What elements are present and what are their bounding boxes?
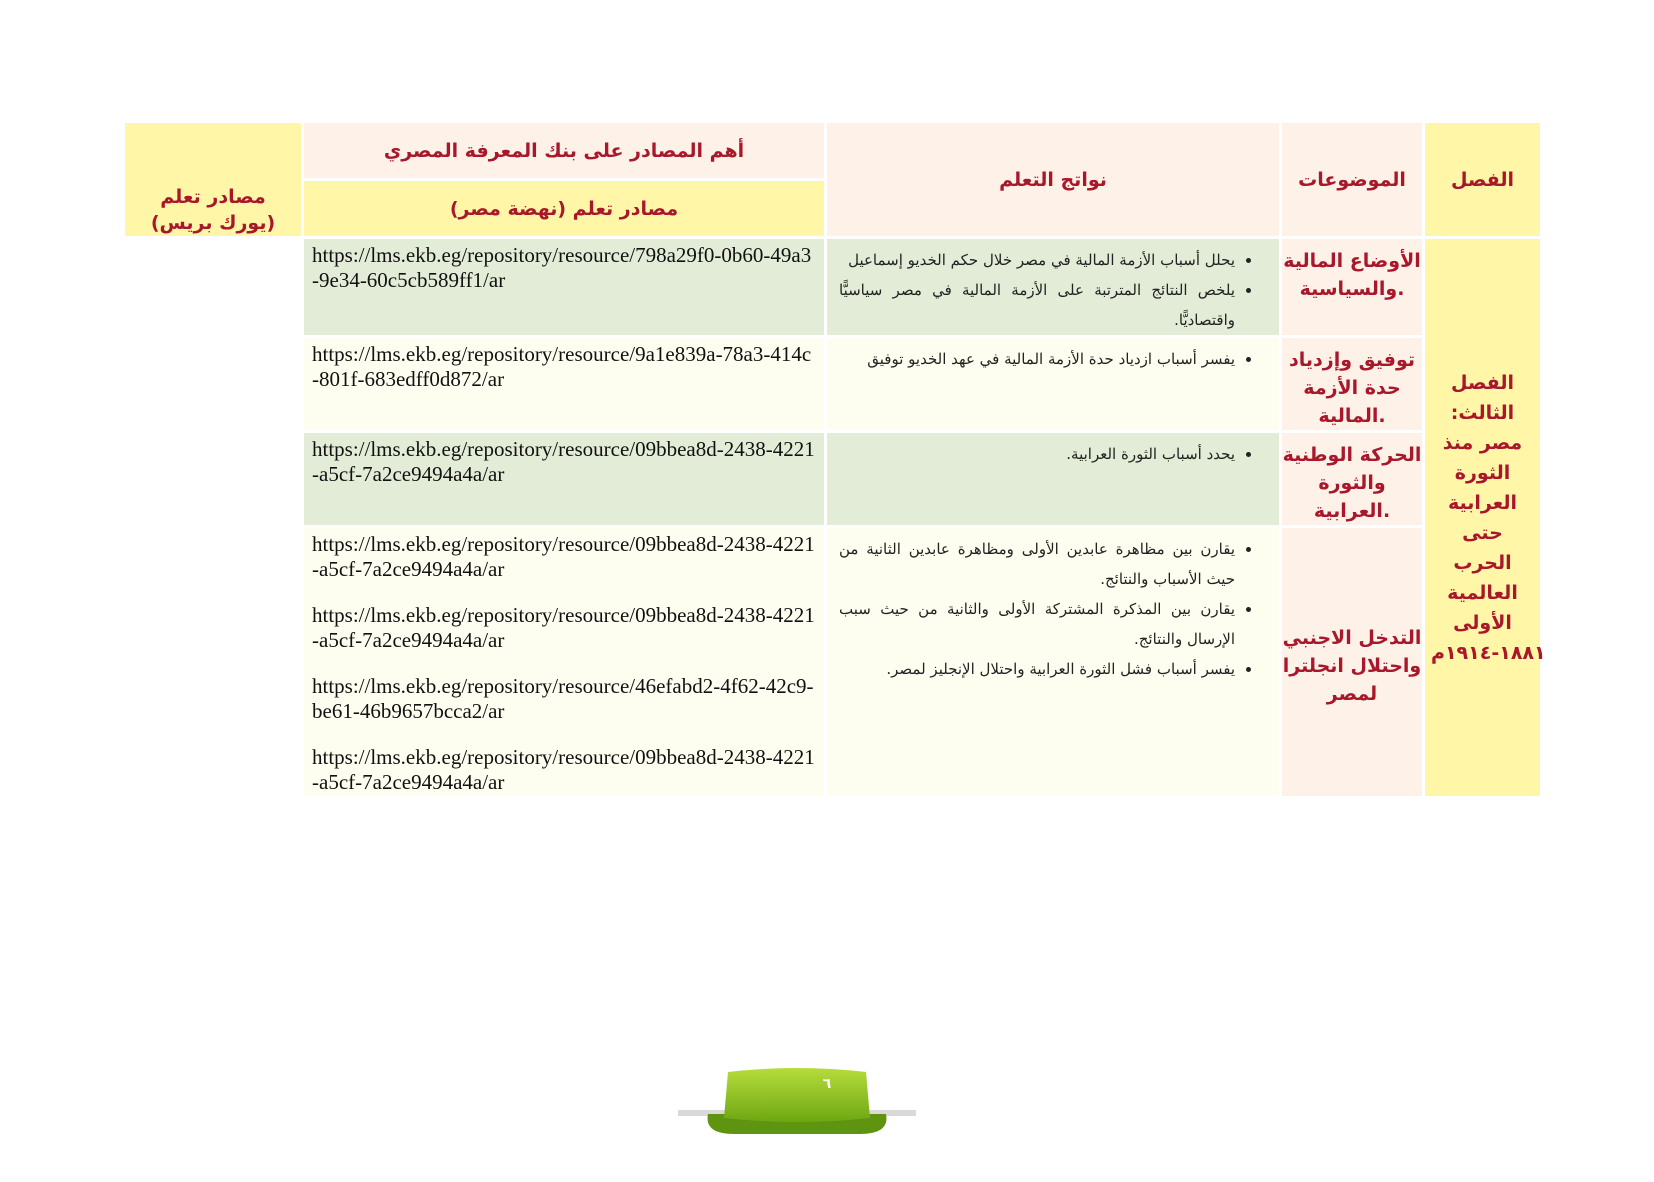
outcomes-list [827, 534, 1279, 684]
resource-link[interactable]: https://lms.ekb.eg/repository/resource/09bbea8d-2438-4221-a5cf-7a2ce9494a4a/ar [312, 437, 815, 486]
page-number-badge [678, 1064, 916, 1136]
header-outcomes: نواتج التعلم [827, 123, 1279, 236]
links-cell [304, 528, 824, 796]
outcomes-cell [827, 433, 1279, 525]
york-sources-cell [125, 338, 301, 430]
page-number: ٦ [822, 1076, 832, 1092]
outcomes-list [827, 439, 1279, 469]
links-cell [304, 433, 824, 525]
outcome-item: • يحلل أسباب الأزمة المالية في مصر خلال حكم الخديو إسماعيل [839, 245, 1235, 275]
outcome-item: • يلخص النتائج المترتبة على الأزمة المالية في مصر سياسيًّا واقتصاديًّا. [839, 275, 1235, 335]
resource-link[interactable]: https://lms.ekb.eg/repository/resource/09bbea8d-2438-4221-a5cf-7a2ce9494a4a/ar [312, 745, 815, 794]
header-sources-title: أهم المصادر على بنك المعرفة المصري [304, 123, 824, 178]
outcome-item: • يحدد أسباب الثورة العرابية. [839, 439, 1235, 469]
outcome-item: • يفسر أسباب فشل الثورة العرابية واحتلال الإنجليز لمصر. [839, 654, 1235, 684]
topic-text: التدخل الاجنبي واحتلال انجلترا لمصر [1282, 627, 1422, 705]
topic-cell: الحركة الوطنية والثورة العرابية. [1282, 433, 1422, 525]
york-sources-cell [125, 239, 301, 335]
outcomes-cell [827, 239, 1279, 335]
outcomes-list [827, 245, 1279, 335]
header-nahdet-sources: مصادر تعلم (نهضة مصر) [304, 181, 824, 236]
topic-cell: توفيق وإزدياد حدة الأزمة المالية. [1282, 338, 1422, 430]
chapter-title [1425, 239, 1546, 796]
york-sources-cell [125, 433, 301, 525]
curriculum-table [122, 120, 1546, 799]
outcome-item: • يقارن بين المذكرة المشتركة الأولى والثانية من حيث سبب الإرسال والنتائج. [839, 594, 1235, 654]
topic-cell [1282, 528, 1422, 796]
resource-link[interactable]: https://lms.ekb.eg/repository/resource/46efabd2-4f62-42c9-be61-46b9657bcca2/ar [312, 674, 814, 723]
header-chapter: الفصل [1425, 123, 1540, 236]
resource-link[interactable]: https://lms.ekb.eg/repository/resource/798a29f0-0b60-49a3-9e34-60c5cb589ff1/ar [312, 243, 812, 292]
outcomes-cell [827, 528, 1279, 796]
header-topics: الموضوعات [1282, 123, 1422, 236]
york-sources-cell [125, 528, 301, 796]
resource-link[interactable]: https://lms.ekb.eg/repository/resource/9a1e839a-78a3-414c-801f-683edff0d872/ar [312, 342, 812, 391]
header-york-sources: مصادر تعلم (يورك بريس) [150, 186, 276, 234]
links-cell [304, 338, 824, 430]
resource-link[interactable]: https://lms.ekb.eg/repository/resource/09bbea8d-2438-4221-a5cf-7a2ce9494a4a/ar [312, 603, 815, 652]
links-cell [304, 239, 824, 335]
outcome-item: • يقارن بين مظاهرة عابدين الأولى ومظاهرة عابدين الثانية من حيث الأسباب والنتائج. [839, 534, 1235, 594]
outcomes-cell [827, 338, 1279, 430]
header-york-sources-cell [125, 123, 301, 236]
resource-link[interactable]: https://lms.ekb.eg/repository/resource/09bbea8d-2438-4221-a5cf-7a2ce9494a4a/ar [312, 532, 815, 581]
outcomes-list [827, 344, 1279, 374]
chapter-title-text: الفصل الثالث: مصر منذ الثورة العرابية حتى الحرب العالمية الأولى ١٨٨١-١٩١٤م [1431, 371, 1546, 664]
topic-cell: الأوضاع المالية والسياسية. [1282, 239, 1422, 335]
outcome-item: • يفسر أسباب ازدياد حدة الأزمة المالية في عهد الخديو توفيق [839, 344, 1235, 374]
